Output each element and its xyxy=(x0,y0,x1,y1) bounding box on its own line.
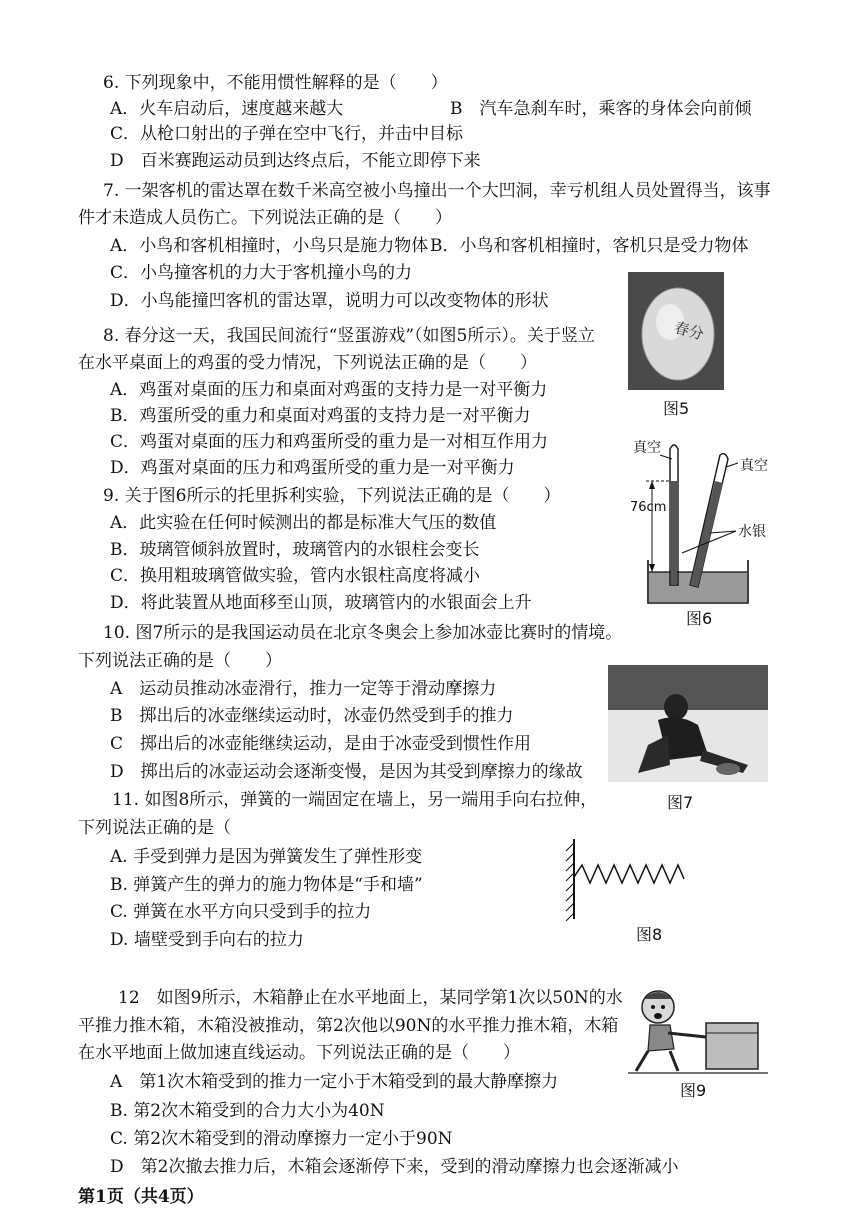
figure-5-caption: 图5 xyxy=(663,399,690,418)
figure-6-caption: 图6 xyxy=(686,609,713,628)
label-76cm: 76cm xyxy=(630,500,667,515)
q7-option-d: D．小鸟能撞凹客机的雷达罩，说明力可以改变物体的形状 xyxy=(110,291,549,311)
q9-option-c: C．换用粗玻璃管做实验，管内水银柱高度将减小 xyxy=(110,566,481,586)
figure-7-curling-photo xyxy=(608,665,768,782)
q8-option-b: B．鸡蛋所受的重力和桌面对鸡蛋的支持力是一对平衡力 xyxy=(110,406,531,426)
label-mercury: 水银 xyxy=(738,524,766,540)
egg-label: 春分 xyxy=(672,318,706,344)
label-vacuum-right: 真空 xyxy=(740,458,768,474)
curling-athlete-illustration xyxy=(608,665,768,782)
q10-stem-line2: 下列说法正确的是（ ） xyxy=(78,651,282,671)
figure-8-spring-diagram xyxy=(560,835,695,923)
q11-option-b: B. 弹簧产生的弹力的施力物体是“手和墙” xyxy=(110,875,423,895)
q6-option-a: A．火车启动后，速度越来越大 xyxy=(110,99,344,119)
figure-8-caption: 图8 xyxy=(636,925,663,944)
q9-option-a: A．此实验在任何时候测出的都是标准大气压的数值 xyxy=(110,513,497,533)
q12-stem-line2: 平推力推木箱，木箱没被推动，第2次他以90N的水平推力推木箱，木箱 xyxy=(78,1016,619,1036)
page-footer: 第1页（共4页） xyxy=(78,1187,204,1207)
q6-stem: 6. 下列现象中，不能用惯性解释的是（ ） xyxy=(103,73,448,93)
q7-option-c: C．小鸟撞客机的力大于客机撞小鸟的力 xyxy=(110,263,413,283)
q8-option-c: C．鸡蛋对桌面的压力和鸡蛋所受的重力是一对相互作用力 xyxy=(110,432,549,452)
figure-5-egg-photo xyxy=(628,272,724,390)
q12-option-d: D 第2次撤去推力后，木箱会逐渐停下来，受到的滑动摩擦力也会逐渐减小 xyxy=(110,1157,679,1177)
q7-stem-line2: 件才未造成人员伤亡。下列说法正确的是（ ） xyxy=(78,208,452,228)
q9-stem: 9. 关于图6所示的托里拆利实验，下列说法正确的是（ ） xyxy=(103,486,561,506)
figure-9-caption: 图9 xyxy=(680,1081,707,1100)
figure-7-caption: 图7 xyxy=(667,793,694,812)
q10-option-b: B 掷出后的冰壶继续运动时，冰壶仍然受到手的推力 xyxy=(110,706,514,726)
q7-option-b: B．小鸟和客机相撞时，客机只是受力物体 xyxy=(430,236,749,256)
q11-stem-line2: 下列说法正确的是（ xyxy=(78,818,231,838)
q11-option-a: A. 手受到弹力是因为弹簧发生了弹性形变 xyxy=(110,847,423,867)
q12-stem-line3: 在水平地面上做加速直线运动。下列说法正确的是（ ） xyxy=(78,1043,520,1063)
q6-option-c: C．从枪口射出的子弹在空中飞行，并击中目标 xyxy=(110,124,464,144)
q9-option-b: B．玻璃管倾斜放置时，玻璃管内的水银柱会变长 xyxy=(110,540,480,560)
q11-stem-line1: 11. 如图8所示，弹簧的一端固定在墙上，另一端用手向右拉伸， xyxy=(112,790,598,810)
label-vacuum-left: 真空 xyxy=(633,440,661,456)
figure-9-pushing-box-illustration xyxy=(628,985,768,1077)
q12-stem-line1: 12 如图9所示，木箱静止在水平地面上，某同学第1次以50N的水 xyxy=(118,988,623,1008)
q12-option-a: A 第1次木箱受到的推力一定小于木箱受到的最大静摩擦力 xyxy=(110,1072,559,1092)
q11-option-d: D. 墙壁受到手向右的拉力 xyxy=(110,930,304,950)
q6-option-d: D 百米赛跑运动员到达终点后，不能立即停下来 xyxy=(110,151,481,171)
q10-option-a: A 运动员推动冰壶滑行，推力一定等于滑动摩擦力 xyxy=(110,679,497,699)
q7-option-a: A．小鸟和客机相撞时，小鸟只是施力物体 xyxy=(110,236,429,256)
q9-option-d: D．将此装置从地面移至山顶，玻璃管内的水银面会上升 xyxy=(110,593,532,613)
q8-option-d: D．鸡蛋对桌面的压力和鸡蛋所受的重力是一对平衡力 xyxy=(110,458,515,478)
q8-stem-line1: 8. 春分这一天，我国民间流行“竖蛋游戏”（如图5所示）。关于竖立 xyxy=(103,326,595,346)
q8-option-a: A．鸡蛋对桌面的压力和桌面对鸡蛋的支持力是一对平衡力 xyxy=(110,380,548,400)
q7-stem-line1: 7. 一架客机的雷达罩在数千米高空被小鸟撞出一个大凹洞，幸亏机组人员处置得当，该事 xyxy=(103,181,771,201)
q10-option-d: D 掷出后的冰壶运动会逐渐变慢，是因为其受到摩擦力的缘故 xyxy=(110,762,583,782)
q6-option-b: B 汽车急刹车时，乘客的身体会向前倾 xyxy=(450,99,752,119)
q12-option-c: C. 第2次木箱受到的滑动摩擦力一定小于90N xyxy=(110,1129,453,1149)
q10-stem-line1: 10. 图7所示的是我国运动员在北京冬奥会上参加冰壶比赛时的情境。 xyxy=(103,623,623,643)
q11-option-c: C. 弹簧在水平方向只受到手的拉力 xyxy=(110,902,372,922)
q12-option-b: B. 第2次木箱受到的合力大小为40N xyxy=(110,1101,385,1121)
q8-stem-line2: 在水平桌面上的鸡蛋的受力情况，下列说法正确的是（ ） xyxy=(78,353,537,373)
q10-option-c: C 掷出后的冰壶能继续运动，是由于冰壶受到惯性作用 xyxy=(110,734,532,754)
